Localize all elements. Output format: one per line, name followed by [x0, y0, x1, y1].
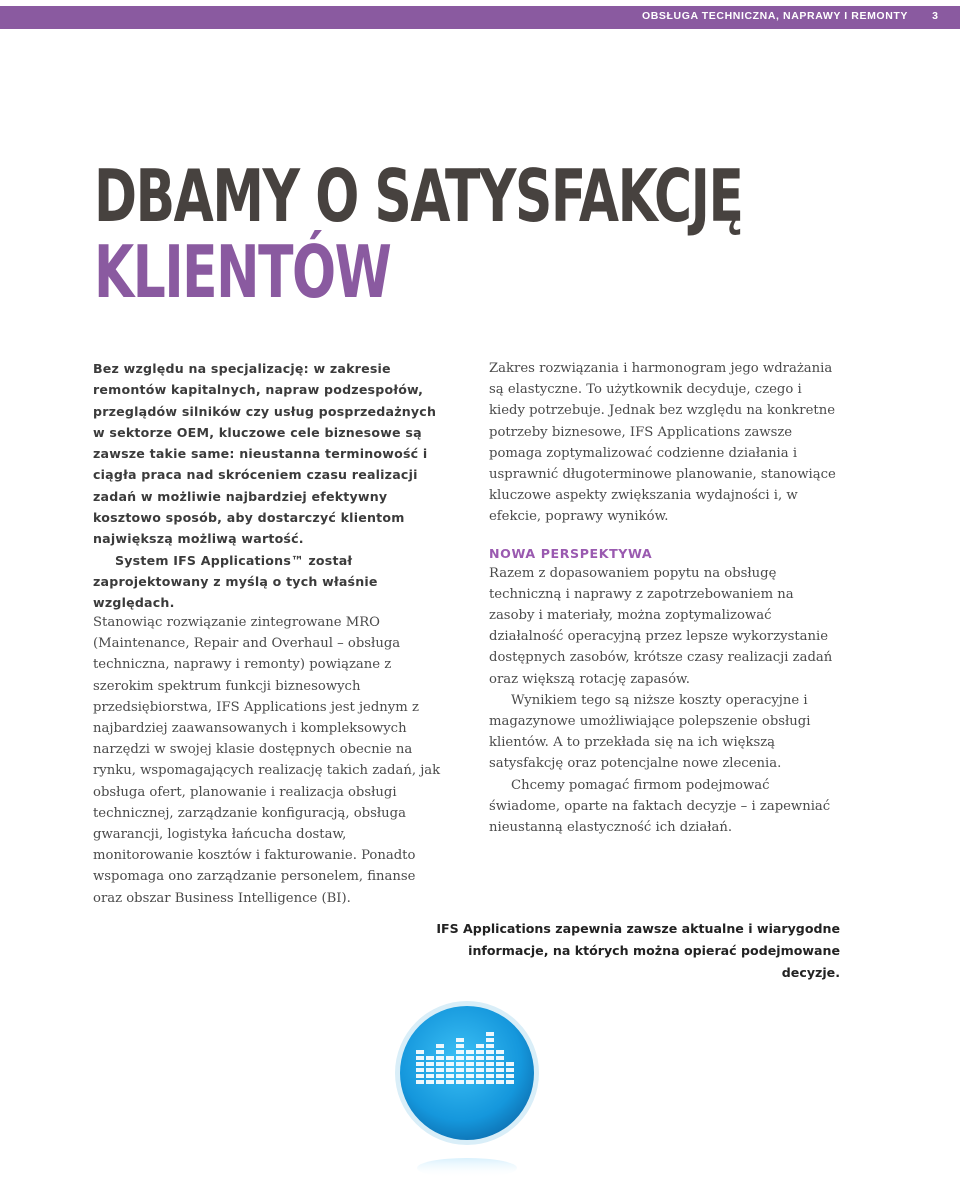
right-paragraph-1: Zakres rozwiązania i harmonogram jego wdrażania są elastyczne. To użytkownik decyduje, czego i kiedy potrzebuje. Jednak bez względu na konkretne potrzeby biznesowe, IFS Applications zawsze pomaga zoptymalizować codzienne działania i usprawnić długoterminowe planowanie, stanowiące kluczowe aspekty zwiększania wydajności i, w efekcie, poprawy wyników. — [489, 361, 836, 525]
section-title: OBSŁUGA TECHNICZNA, NAPRAWY I REMONTY — [641, 10, 908, 22]
page-number: 3 — [932, 10, 938, 22]
header-bar — [0, 6, 960, 29]
left-column — [93, 358, 445, 614]
body-paragraph: Stanowiąc rozwiązanie zintegrowane MRO (Maintenance, Repair and Overhaul – obsługa techniczna, naprawy i remonty) powiązane z szerokim spektrum funkcji biznesowych przedsiębiorstwa, IFS Applications jest jednym z najbardziej zaawansowanych i kompleksowych narzędzi w swojej klasie dostępnych obecnie na rynku, wspomagających realizację takich zadań, jak obsługa ofert, planowanie i realizacja obsługi technicznej, zarządzanie konfiguracją, obsługa gwarancji, logistyka łańcucha dostaw, monitorowanie kosztów i fakturowanie. Ponadto wspomaga ono zarządzanie personelem, finanse oraz obszar Business Intelligence (BI). — [93, 615, 441, 906]
lead-paragraph: Bez względu na specjalizację: w zakresie remontów kapitalnych, napraw podzespołów, przeglądów silników czy usług posprzedażnych w sektorze OEM, kluczowe cele biznesowe są zawsze takie same: nieustanna terminowość i ciągła praca nad skróceniem czasu realizacji zadań w możliwie najbardziej efektywny kosztowo sposób, aby dostarczyć klientom największą możliwą wartość. — [93, 361, 437, 547]
title-line-1: DBAMY O SATYSFAKCJĘ — [94, 154, 743, 238]
section-subheading: NOWA PERSPEKTYWA — [489, 545, 653, 561]
lead-paragraph-2: System IFS Applications™ został zaprojektowany z myślą o tych właśnie względach. — [93, 552, 378, 611]
right-paragraph-2: Razem z dopasowaniem popytu na obsługę techniczną i naprawy z zapotrzebowaniem na zasoby i materiały, można zoptymalizować działalność operacyjną przez lepsze wykorzystanie dostępnych zasobów, krótsze czasy realizacji zadań oraz większą rotację zapasów. — [489, 565, 833, 687]
right-column — [489, 358, 841, 838]
left-body — [93, 612, 445, 909]
equalizer-badge-icon — [394, 1000, 540, 1180]
right-paragraph-4: Chcemy pomagać firmom podejmować świadome, oparte na faktach decyzje – i zapewniać nieustanną elastyczność ich działań. — [489, 777, 831, 836]
title-line-2: KLIENTÓW — [94, 230, 391, 314]
pull-quote: IFS Applications zapewnia zawsze aktualne i wiarygodne informacje, na których można opierać podejmowane decyzje. — [436, 921, 840, 980]
right-paragraph-3: Wynikiem tego są niższe koszty operacyjne i magazynowe umożliwiające polepszenie obsługi klientów. A to przekłada się na ich większą satysfakcję oraz potencjalne nowe zlecenia. — [489, 692, 811, 772]
page-title — [94, 154, 743, 314]
